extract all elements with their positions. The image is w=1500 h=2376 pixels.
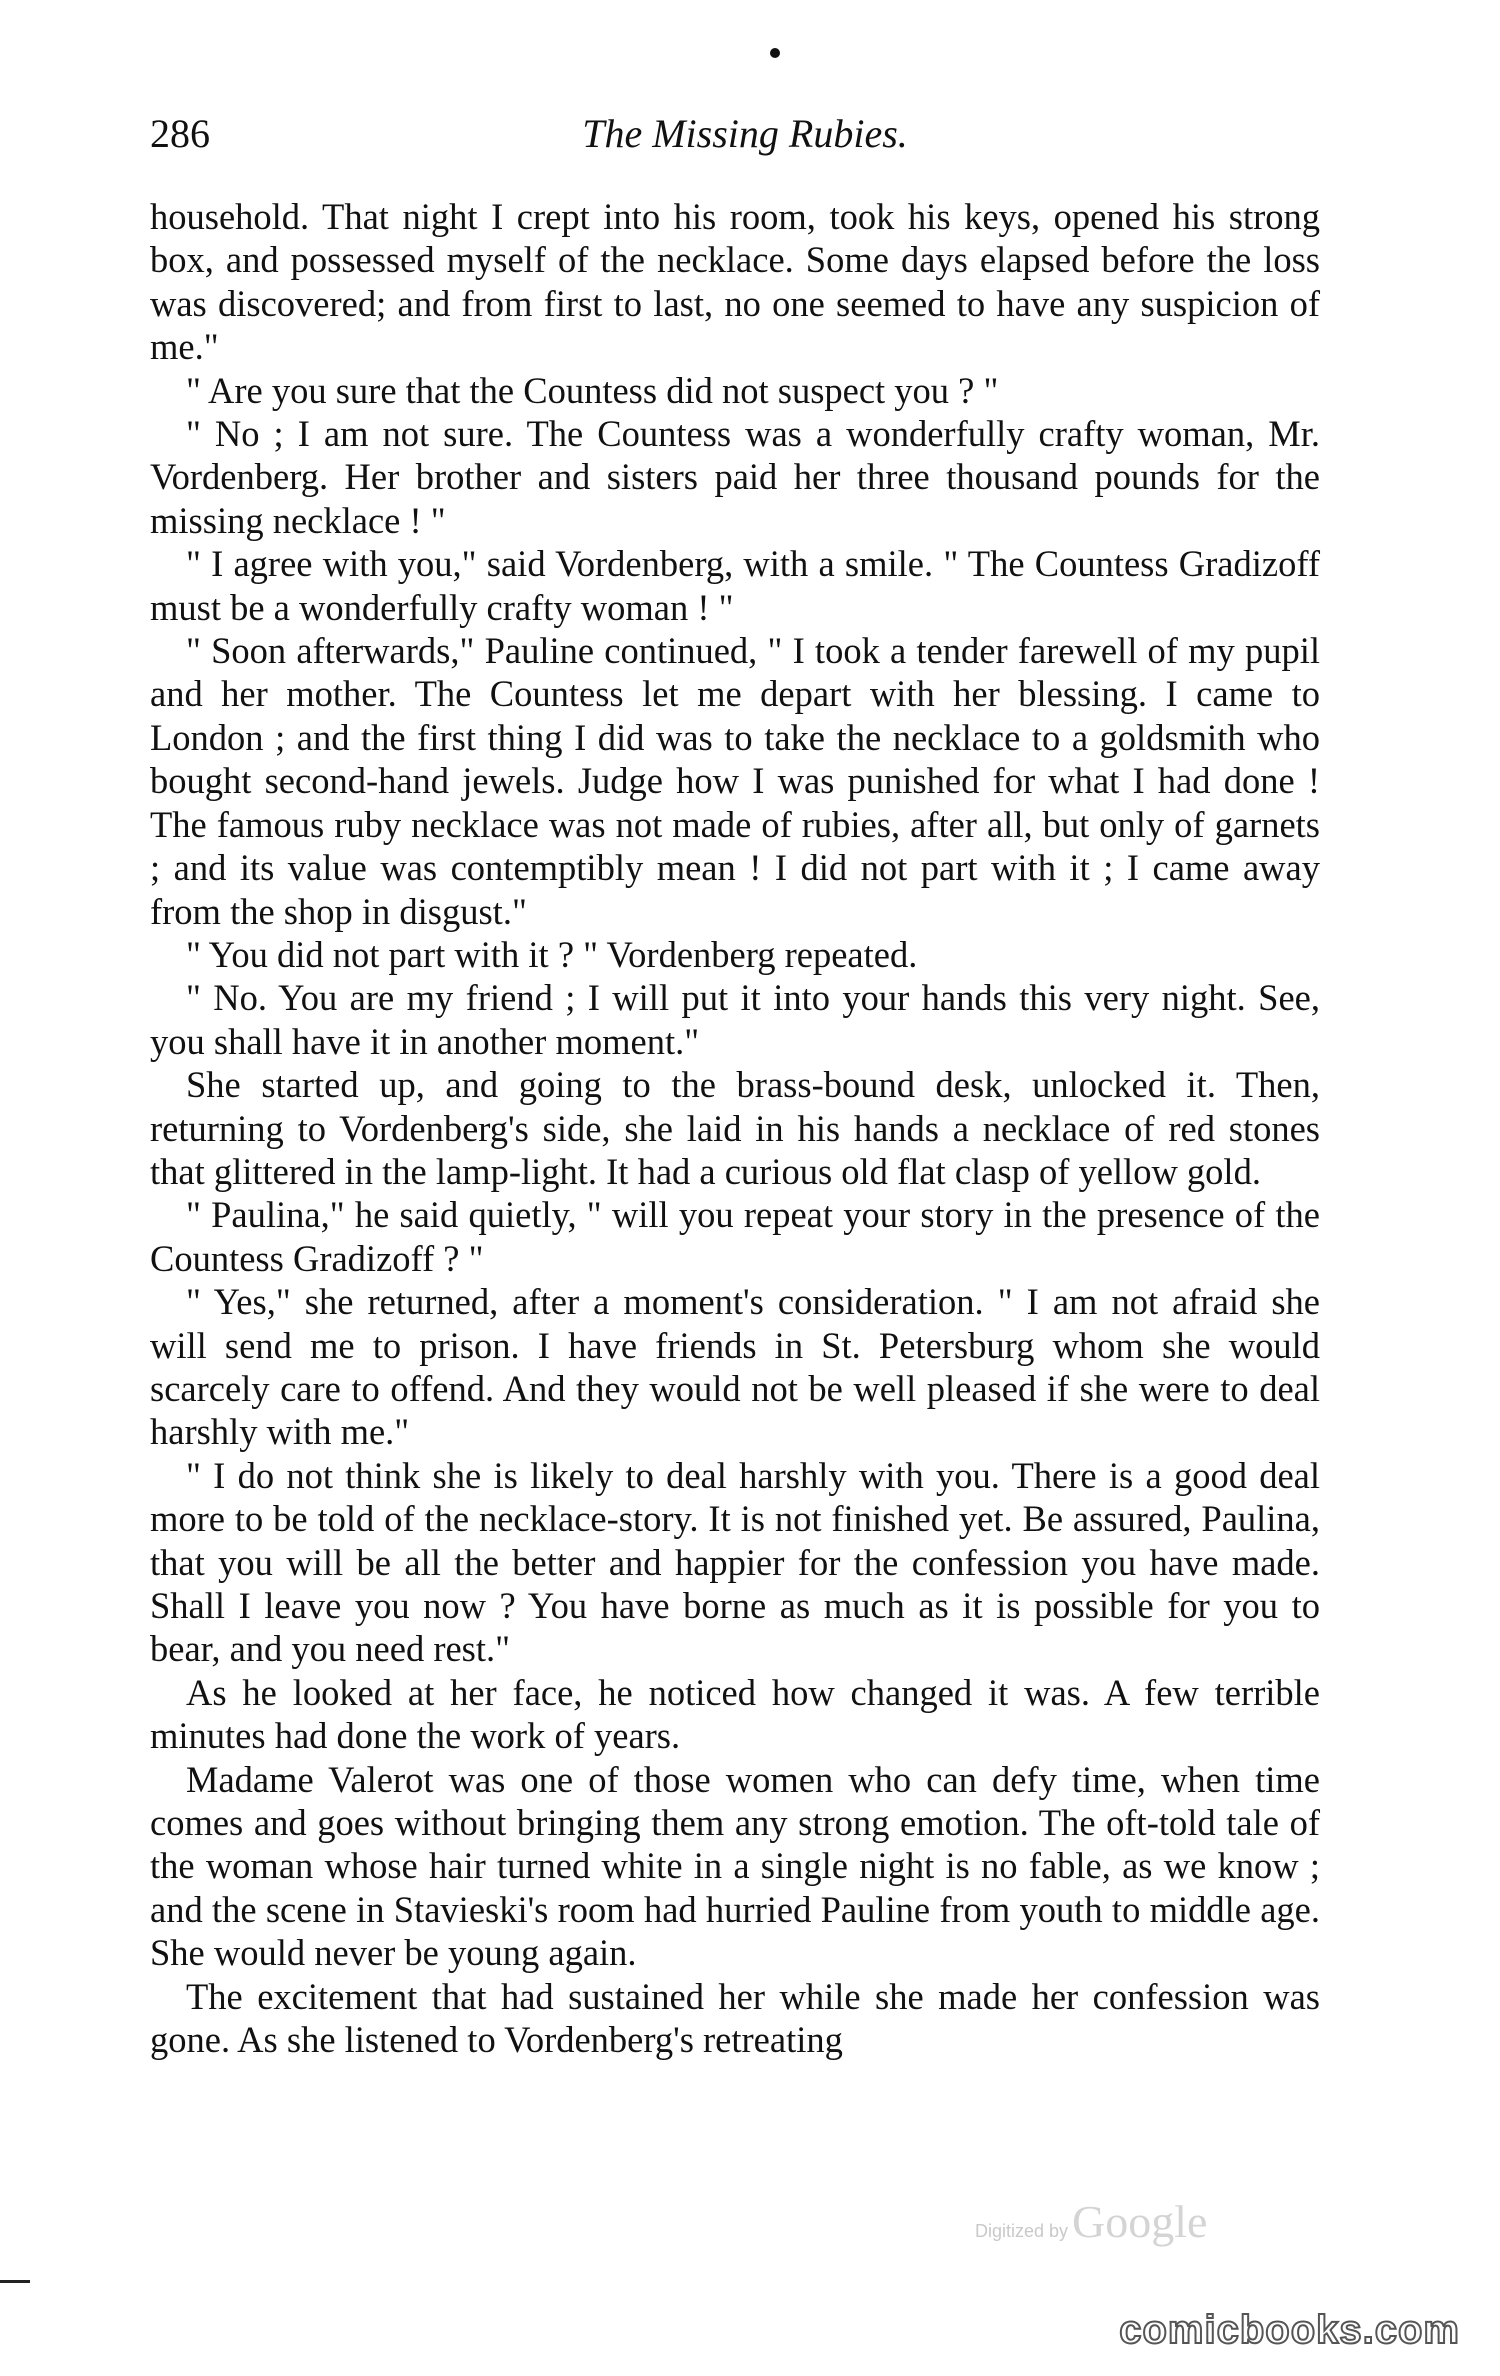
google-logo-text: Google (1072, 2196, 1208, 2247)
body-text (150, 195, 1320, 2061)
running-title: The Missing Rubies. (582, 111, 908, 156)
paragraph: " I do not think she is likely to deal harshly with you. There is a good deal more to be told of the necklace-story. It is not finished yet. Be assured, Paulina, that you will be all the better and happier for the confession you have made. Shall I leave you now ? You have borne as much as it is possible for you to bear, and you need rest." (150, 1454, 1320, 1670)
paragraph: household. That night I crept into his room, took his keys, opened his strong box, and possessed myself of the necklace. Some days elapsed before the loss was discovered; and from first to last, no one seemed to have any suspicion of me." (150, 196, 1320, 368)
page-number: 286 (150, 111, 210, 156)
google-watermark (975, 2195, 1207, 2248)
edge-mark (0, 2280, 30, 2283)
paragraph: " No ; I am not sure. The Countess was a wonderfully crafty woman, Mr. Vordenberg. Her brother and sisters paid her three thousand pounds for the missing necklace ! " (150, 413, 1320, 541)
paragraph: " You did not part with it ? " Vordenberg repeated. (186, 933, 918, 975)
paragraph: Madame Valerot was one of those women who can defy time, when time comes and goes without bringing them any strong emotion. The oft-told tale of the woman whose hair turned white in a single night is no fable, as we know ; and the scene in Stavieski's room had hurried Pauline from youth to middle age. She would never be young again. (150, 1758, 1320, 1974)
digitized-by-text: Digitized by (975, 2221, 1069, 2241)
paragraph: As he looked at her face, he noticed how changed it was. A few terrible minutes had done the work of years. (150, 1671, 1320, 1757)
paragraph: The excitement that had sustained her while she made her confession was gone. As she listened to Vordenberg's retreating (150, 1975, 1320, 2061)
paragraph: " Are you sure that the Countess did not suspect you ? " (186, 369, 999, 411)
paragraph: She started up, and going to the brass-bound desk, unlocked it. Then, returning to Vordenberg's side, she laid in his hands a necklace of red stones that glittered in the lamp-light. It had a curious old flat clasp of yellow gold. (150, 1064, 1320, 1192)
page-header (150, 110, 1320, 170)
ink-dot (770, 48, 780, 58)
paragraph: " Yes," she returned, after a moment's consideration. " I am not afraid she will send me to prison. I have friends in St. Petersburg whom she would scarcely care to offend. And they would not be well pleased if she were to deal harshly with me." (150, 1281, 1320, 1453)
paragraph: " Soon afterwards," Pauline continued, " I took a tender farewell of my pupil and her mother. The Countess let me depart with her blessing. I came to London ; and the first thing I did was to take the necklace to a goldsmith who bought second-hand jewels. Judge how I was punished for what I had done ! The famous ruby necklace was not made of rubies, after all, but only of garnets ; and its value was contemptibly mean ! I did not part with it ; I came away from the shop in disgust." (150, 630, 1320, 932)
paragraph: " I agree with you," said Vordenberg, with a smile. " The Countess Gradizoff must be a wonderfully crafty woman ! " (150, 543, 1320, 628)
paragraph: " Paulina," he said quietly, " will you repeat your story in the presence of the Countess Gradizoff ? " (150, 1194, 1320, 1279)
paragraph: " No. You are my friend ; I will put it into your hands this very night. See, you shall have it in another moment." (150, 977, 1320, 1062)
site-watermark: comicbooks.com (1119, 2308, 1460, 2352)
